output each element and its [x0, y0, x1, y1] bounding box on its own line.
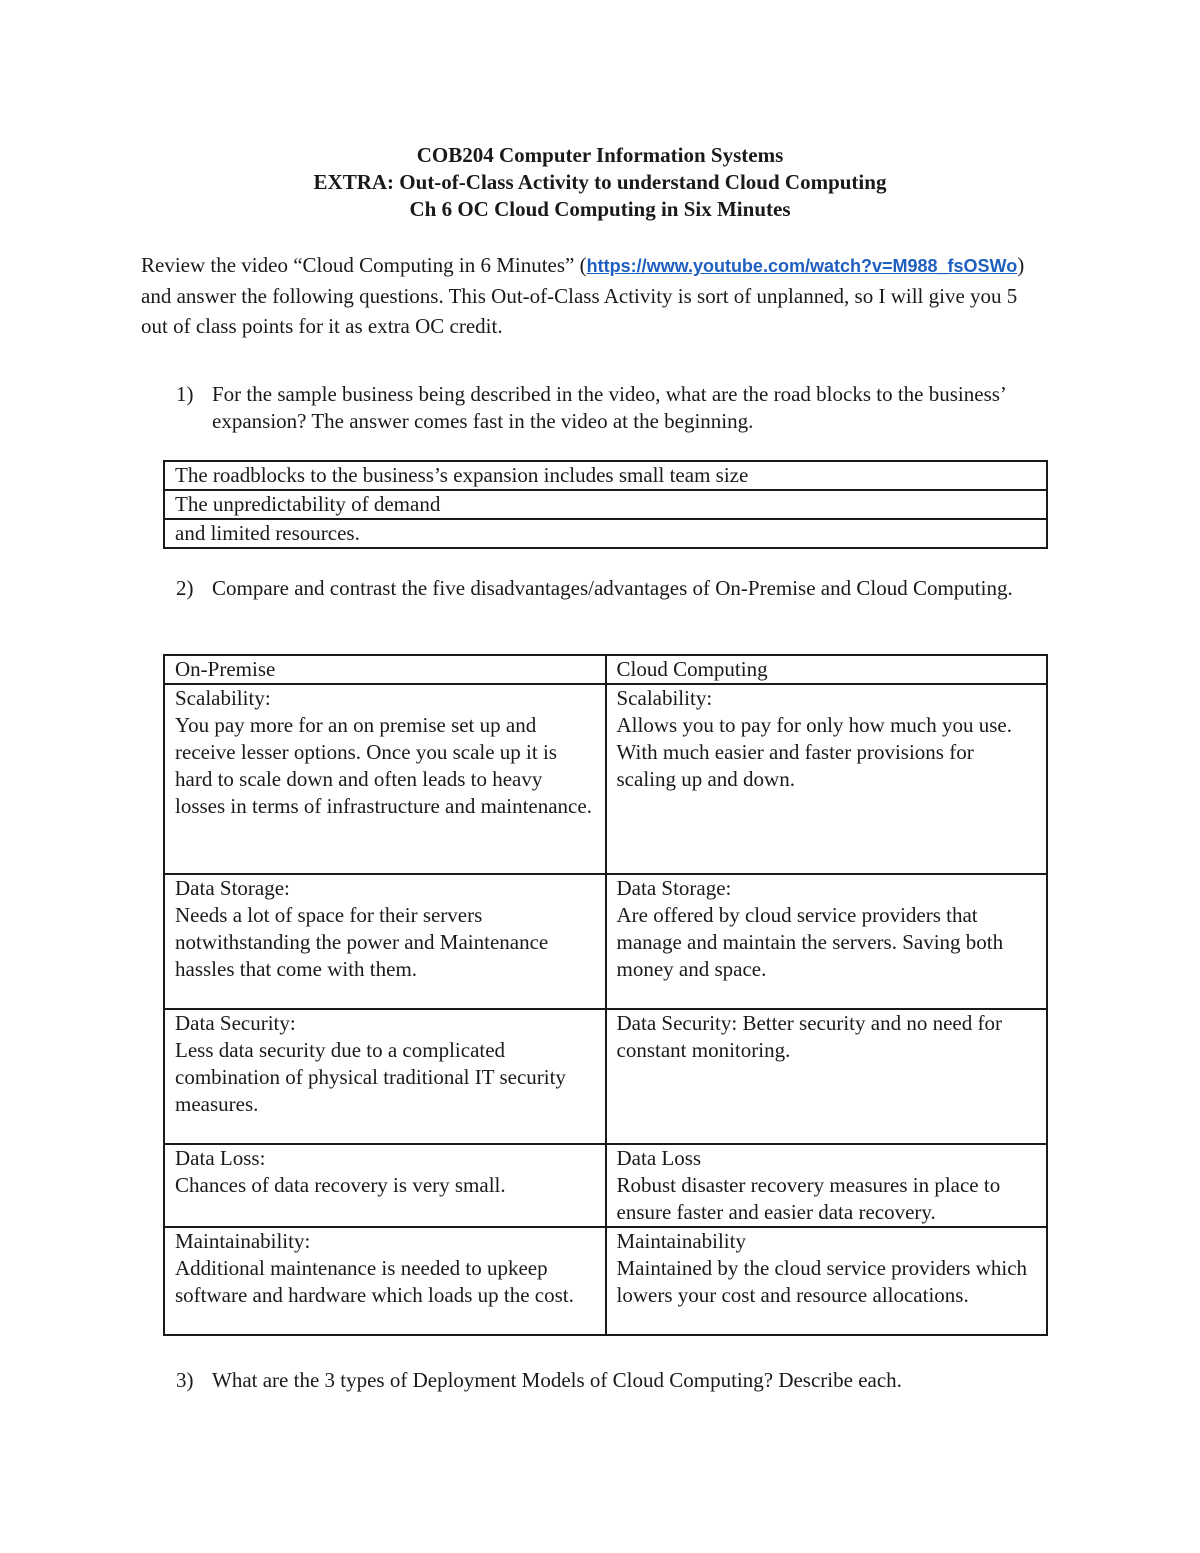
- question-text: For the sample business being described in the video, what are the road blocks to the business’ expansion? The answer comes fast in the video at the beginning.: [212, 382, 1006, 433]
- table-row: [164, 1227, 1047, 1335]
- cell-label: Data Storage:: [175, 876, 290, 900]
- cell-label: Data Security:: [175, 1011, 296, 1035]
- answer-cell: and limited resources.: [164, 519, 1047, 548]
- column-header-cloud: Cloud Computing: [606, 655, 1048, 684]
- cell-text: Are offered by cloud service providers that manage and maintain the servers. Saving both money and space.: [616, 903, 1004, 981]
- cell-label: Scalability:: [175, 686, 271, 710]
- intro-text-after: ) and answer the following questions. This Out-of-Class Activity is sort of unplanned, so I will give you 5 out of class points for it as extra OC credit.: [141, 253, 1025, 338]
- cell-label: Data Storage:: [616, 876, 732, 900]
- question-number: 3): [176, 1368, 194, 1392]
- cell-label: Maintainability: [616, 1229, 746, 1253]
- on-premise-cell: [164, 1227, 606, 1335]
- on-premise-cell: [164, 874, 606, 1009]
- activity-title: EXTRA: Out-of-Class Activity to understand Cloud Computing: [313, 170, 887, 194]
- cell-text: Less data security due to a complicated combination of physical traditional IT security measures.: [175, 1038, 566, 1116]
- video-link[interactable]: https://www.youtube.com/watch?v=M988_fsOSWo: [586, 256, 1018, 276]
- cloud-cell: [606, 684, 1048, 874]
- cell-label: Maintainability:: [175, 1229, 311, 1253]
- cell-text: Chances of data recovery is very small.: [175, 1173, 506, 1197]
- cell-text: You pay more for an on premise set up and receive lesser options. Once you scale up it is hard to scale down and often leads to heavy losses in terms of infrastructure and maintenance.: [175, 713, 592, 818]
- table-header-row: [164, 655, 1047, 684]
- question-text: What are the 3 types of Deployment Models of Cloud Computing? Describe each.: [212, 1368, 902, 1392]
- cell-text: Allows you to pay for only how much you use. With much easier and faster provisions for scaling up and down.: [616, 713, 1012, 791]
- question-number: 1): [176, 382, 194, 406]
- table-row: [164, 1144, 1047, 1227]
- column-header-on-premise: On-Premise: [164, 655, 606, 684]
- document-title: [0, 142, 1200, 223]
- cell-text: Additional maintenance is needed to upkeep software and hardware which loads up the cost.: [175, 1256, 574, 1307]
- table-row: [164, 684, 1047, 874]
- cell-text: Needs a lot of space for their servers notwithstanding the power and Maintenance hassles that come with them.: [175, 903, 549, 981]
- table-row: [164, 519, 1047, 548]
- answer-1-table: [163, 460, 1048, 549]
- on-premise-cell: [164, 1009, 606, 1144]
- on-premise-cell: [164, 684, 606, 874]
- intro-text-before: Review the video “Cloud Computing in 6 Minutes” (: [141, 253, 587, 277]
- cell-label: Data Loss: [616, 1146, 702, 1170]
- comparison-table: [163, 654, 1048, 1336]
- on-premise-cell: [164, 1144, 606, 1227]
- cell-text: Maintained by the cloud service providers which lowers your cost and resource allocations.: [616, 1256, 1028, 1307]
- table-row: [164, 874, 1047, 1009]
- cloud-cell: [606, 1009, 1048, 1144]
- question-number: 2): [176, 576, 194, 600]
- cloud-cell: [606, 874, 1048, 1009]
- cell-label: Data Security: Better security and no need for constant monitoring.: [616, 1011, 1002, 1062]
- question-text: Compare and contrast the five disadvantages/advantages of On-Premise and Cloud Computing.: [212, 576, 1013, 600]
- intro-paragraph: [141, 250, 1041, 341]
- cloud-cell: [606, 1227, 1048, 1335]
- answer-cell: The roadblocks to the business’s expansion includes small team size: [164, 461, 1047, 490]
- answer-cell: The unpredictability of demand: [164, 490, 1047, 519]
- table-row: [164, 1009, 1047, 1144]
- course-title: COB204 Computer Information Systems: [416, 143, 784, 167]
- cell-label: Scalability:: [616, 686, 713, 710]
- cell-label: Data Loss:: [175, 1146, 266, 1170]
- cell-text: Robust disaster recovery measures in place to ensure faster and easier data recovery.: [616, 1173, 1001, 1224]
- chapter-title: Ch 6 OC Cloud Computing in Six Minutes: [409, 197, 791, 221]
- table-row: [164, 461, 1047, 490]
- cloud-cell: [606, 1144, 1048, 1227]
- table-row: [164, 490, 1047, 519]
